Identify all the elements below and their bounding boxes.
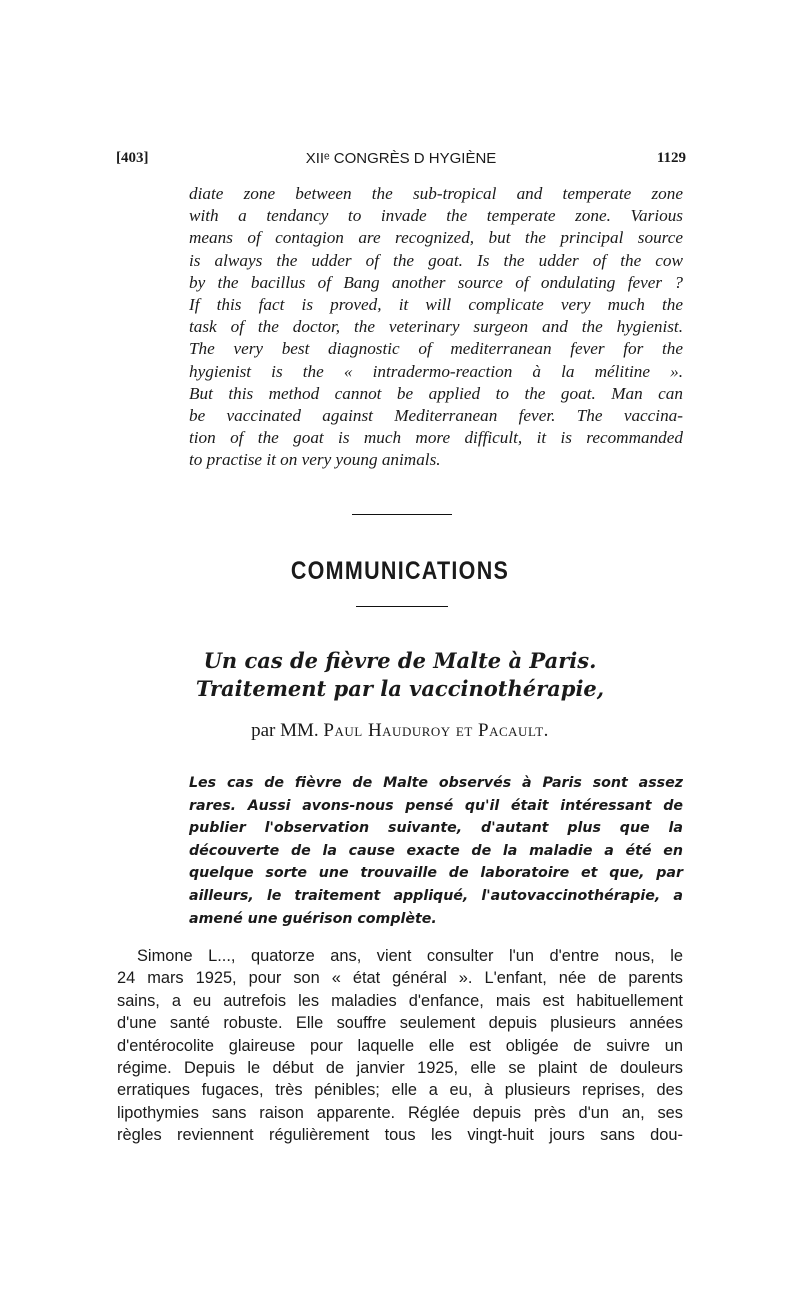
summary-line: means of contagion are recognized, but the principal source [189,228,683,248]
summary-line: But this method cannot be applied to the goat. Man can [189,383,683,403]
body-line: d'entérocolite glaireuse pour laquelle elle est obligée de suivre un [117,1036,683,1055]
summary-line: The very best diagnostic of mediterranean fever for the [189,339,683,359]
article-title-line: Traitement par la vaccinothérapie, [195,676,605,701]
body-line: 24 mars 1925, pour son « état général ». L'enfant, née de parents [117,969,683,988]
summary-line: tion of the goat is much more difficult, it is recommanded [189,428,683,448]
divider-rule [356,606,448,607]
body-line: d'une santé robuste. Elle souffre seulement depuis plusieurs années [117,1014,683,1033]
summary-line: with a tendancy to invade the temperate zone. Various [189,206,683,226]
divider-rule [352,514,452,515]
summary-line: ailleurs, le traitement appliqué, l'autovaccinothérapie, a [189,887,683,904]
body-paragraph [117,945,683,1147]
summary-line: amené une guérison complète. [189,910,437,927]
body-line: régime. Depuis le début de janvier 1925, elle se plaint de douleurs [117,1058,683,1077]
running-title: XIIᵉ CONGRÈS D HYGIÈNE [305,150,497,167]
summary-line: be vaccinated against Mediterranean fever. The vaccina- [189,405,683,425]
summary-line: to practise it on very young animals. [189,450,441,470]
article-authors [0,720,800,742]
summary-line: hygienist is the « intradermo-reaction à la mélitine ». [189,361,683,381]
french-summary [189,772,683,930]
body-line: Simone L..., quatorze ans, vient consulter l'un d'entre nous, le [137,947,683,965]
summary-line: If this fact is proved, it will complicate very much the [189,294,683,314]
summary-line: is always the udder of the goat. Is the udder of the cow [189,250,683,270]
running-header [116,150,686,174]
summary-line: by the bacillus of Bang another source of ondulating fever ? [189,272,683,292]
article-title-line: Un cas de fièvre de Malte à Paris. [203,648,597,673]
section-title: COMMUNICATIONS [290,557,510,585]
summary-line: Les cas de fièvre de Malte observés à Paris sont assez [189,775,683,791]
english-summary [189,183,683,471]
page-number: 1129 [656,150,686,166]
page-ref: [403] [116,150,149,166]
article-title [0,647,800,703]
summary-line: publier l'observation suivante, d'autant plus que la [189,820,683,837]
summary-line: rares. Aussi avons-nous pensé qu'il était intéressant de [189,797,683,814]
summary-line: task of the doctor, the veterinary surgeon and the hygienist. [189,317,683,337]
summary-line: quelque sorte une trouvaille de laboratoire et que, par [189,865,683,882]
body-line: sains, a eu autrefois les maladies d'enfance, mais est habituellement [117,991,683,1010]
summary-line: découverte de la cause exacte de la maladie a été en [189,842,683,859]
summary-line: diate zone between the sub-tropical and temperate zone [189,184,683,203]
body-line: erratiques fugaces, très pénibles; elle a eu, à plusieurs reprises, des [117,1081,683,1100]
body-line: règles reviennent régulièrement tous les vingt-huit jours sans dou- [117,1126,683,1145]
authors-prefix: par MM. [251,720,319,741]
body-line: lipothymies sans raison apparente. Réglée depuis près d'un an, ses [117,1103,683,1122]
authors-names: Paul Hauduroy et Pacault. [323,720,549,741]
